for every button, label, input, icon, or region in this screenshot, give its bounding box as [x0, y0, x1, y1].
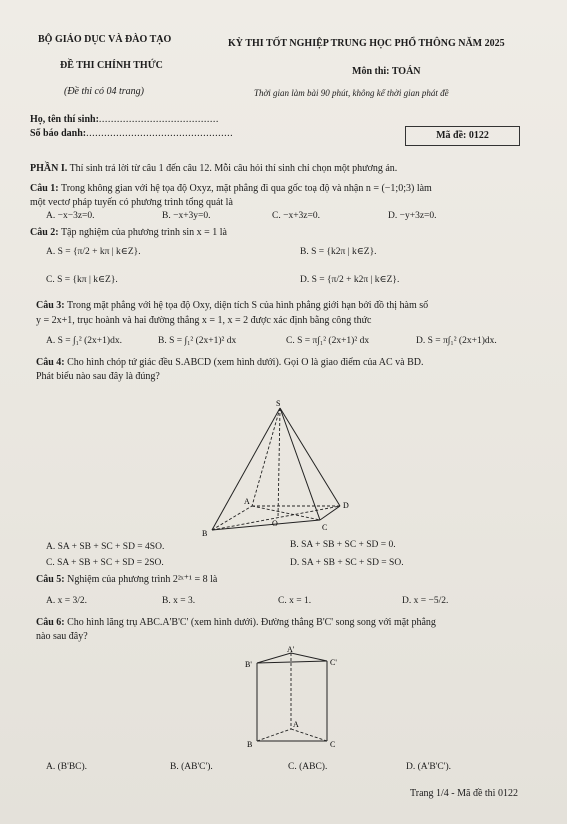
q3-option-a[interactable]: A. S = ∫₁² (2x+1)dx. [46, 336, 122, 346]
pyramid-label-d: D [343, 501, 349, 510]
q2-option-a[interactable]: A. S = {π/2 + kπ | k∈Z}. [46, 247, 141, 257]
ministry-name: BỘ GIÁO DỤC VÀ ĐÀO TẠO [38, 34, 172, 45]
q4-text-line1 [36, 357, 424, 368]
q5-text-line [36, 574, 217, 585]
prism-figure [225, 645, 345, 755]
q3-option-b[interactable]: B. S = ∫₁² (2x+1)² dx [158, 336, 237, 346]
subject-label: Môn thi: TOÁN [352, 66, 421, 77]
q6-option-c[interactable]: C. (ABC). [288, 762, 328, 772]
q6-text-line1 [36, 617, 436, 628]
q5-option-d[interactable]: D. x = −5/2. [402, 596, 449, 606]
q3-option-d[interactable]: D. S = π∫₁² (2x+1)dx. [416, 336, 497, 346]
pyramid-label-c: C [322, 523, 328, 532]
q5-num: Câu 5: [36, 574, 65, 585]
prism-label-a: A [293, 720, 299, 729]
q6-num: Câu 6: [36, 617, 65, 628]
q2-option-d[interactable]: D. S = {π/2 + k2π | k∈Z}. [300, 275, 400, 285]
q3-num: Câu 3: [36, 300, 65, 311]
q3-text1: Trong mặt phẳng với hệ tọa độ Oxy, diện tích S của hình phẳng giới hạn bởi đồ thị hàm số [66, 300, 429, 311]
prism-label-c1: C' [330, 658, 337, 667]
pyramid-label-a: A [244, 497, 250, 506]
q1-text2: một vectơ pháp tuyến có phương trình tổng quát là [30, 197, 233, 208]
id-label-text: Số báo danh: [30, 128, 87, 139]
prism-label-b: B [247, 740, 253, 749]
q3-text2: y = 2x+1, trục hoành và hai đường thẳng x = 1, x = 2 được xác định bằng công thức [36, 315, 372, 326]
q6-option-b[interactable]: B. (AB'C'). [170, 762, 213, 772]
q2-num: Câu 2: [30, 227, 59, 238]
q4-num: Câu 4: [36, 357, 65, 368]
q1-text-line1 [30, 183, 432, 194]
page-footer: Trang 1/4 - Mã đề thi 0122 [410, 788, 518, 799]
q3-option-c[interactable]: C. S = π∫₁² (2x+1)² dx [286, 336, 370, 346]
q4-option-a[interactable]: A. SA + SB + SC + SD = 4SO. [46, 542, 165, 552]
pyramid-label-s: S [276, 400, 281, 408]
part1-title: PHẦN I. [30, 163, 68, 174]
name-label: Họ, tên thí sinh:........................................ [30, 114, 219, 125]
q1-num: Câu 1: [30, 183, 59, 194]
q1-option-a[interactable]: A. −x−3z=0. [46, 211, 95, 221]
q5-option-b[interactable]: B. x = 3. [162, 596, 196, 606]
q4-text2: Phát biểu nào sau đây là đúng? [36, 371, 160, 382]
q2-text: Tập nghiệm của phương trình sin x = 1 là [60, 227, 227, 238]
q5-option-c[interactable]: C. x = 1. [278, 596, 312, 606]
pyramid-label-o: O [272, 519, 278, 528]
q4-text1: Cho hình chóp tứ giác đều S.ABCD (xem hình dưới). Gọi O là giao điểm của AC và BD. [67, 357, 424, 368]
q1-text1: Trong không gian với hệ tọa độ Oxyz, mặt phẳng đi qua gốc toạ độ và nhận n = (−1;0;3) làm [60, 183, 432, 194]
q3-text-line1 [36, 300, 428, 311]
pages-note: (Đề thi có 04 trang) [64, 86, 144, 97]
pyramid-label-b: B [202, 529, 208, 538]
prism-label-a1: A' [287, 645, 295, 654]
q5-option-a[interactable]: A. x = 3/2. [46, 596, 87, 606]
q6-option-a[interactable]: A. (B'BC). [46, 762, 88, 772]
q4-option-b[interactable]: B. SA + SB + SC + SD = 0. [290, 540, 396, 550]
exam-title: KỲ THI TỐT NGHIỆP TRUNG HỌC PHỔ THÔNG NĂM 2025 [228, 38, 505, 49]
prism-label-c: C [330, 740, 336, 749]
q6-option-d[interactable]: D. (A'B'C'). [406, 762, 451, 772]
part1-heading [30, 163, 397, 174]
q5-text: Nghiệm của phương trình 2²ˣ⁺¹ = 8 là [67, 574, 218, 585]
q1-option-c[interactable]: C. −x+3z=0. [272, 211, 321, 221]
q2-option-c[interactable]: C. S = {kπ | k∈Z}. [46, 275, 118, 285]
exam-code: Mã đề: 0122 [436, 130, 489, 141]
q4-option-c[interactable]: C. SA + SB + SC + SD = 2SO. [46, 558, 164, 568]
time-note: Thời gian làm bài 90 phút, không kể thời gian phát đề [254, 88, 449, 98]
prism-label-b1: B' [245, 660, 252, 669]
name-label-text: Họ, tên thí sinh: [30, 114, 99, 125]
pyramid-figure [190, 400, 370, 550]
q2-option-b[interactable]: B. S = {k2π | k∈Z}. [300, 247, 377, 257]
official-label: ĐỀ THI CHÍNH THỨC [60, 60, 163, 71]
q2-text-line [30, 227, 227, 238]
exam-code-box [405, 126, 520, 146]
q6-text2: nào sau đây? [36, 631, 88, 642]
id-label: Số báo danh:................................................. [30, 128, 234, 139]
q4-option-d[interactable]: D. SA + SB + SC + SD = SO. [290, 558, 404, 568]
part1-instructions: Thí sinh trả lời từ câu 1 đến câu 12. Mỗi câu hỏi thí sinh chỉ chọn một phương án. [69, 163, 398, 174]
q1-option-d[interactable]: D. −y+3z=0. [388, 211, 437, 221]
q1-option-b[interactable]: B. −x+3y=0. [162, 211, 211, 221]
q6-text1: Cho hình lăng trụ ABC.A'B'C' (xem hình dưới). Đường thẳng B'C' song song với mặt phẳng [67, 617, 436, 628]
